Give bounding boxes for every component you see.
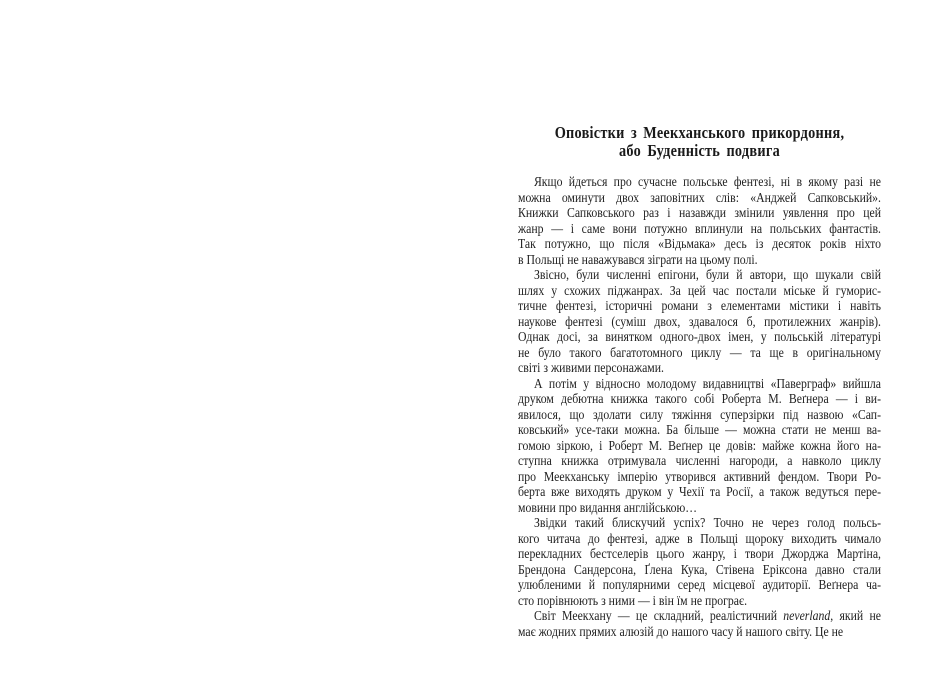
text-line: А потім у відносно молодому видавництві «Паверграф» вийшла xyxy=(533,376,882,392)
text-line: шлях у схожих піджанрах. За цей час постали міське й гуморис- xyxy=(518,283,882,299)
text-line: улюбленими й популярними серед місцевої аудиторії. Веґнера ча- xyxy=(518,578,882,593)
page-body xyxy=(518,175,881,640)
text-line: кого читача до фентезі, адже в Польщі щороку виходить чимало xyxy=(518,531,882,547)
text-line: Брендона Сандерсона, Ґлена Кука, Стівена Еріксона давно стали xyxy=(518,562,882,578)
text-line: явилося, що здолати силу тяжіння суперзірки під назвою «Сап- xyxy=(518,407,882,423)
text-line: Якщо йдеться про сучасне польське фентезі, ні в якому разі не xyxy=(533,175,882,190)
text-line: ступна книжка отримувала численні нагороди, а навколо циклу xyxy=(518,454,882,469)
text-line: Звідки такий блискучий успіх? Точно не через голод польсь- xyxy=(533,516,882,531)
text-line: має жодних прямих алюзій до нашого часу й нашого світу. Це не xyxy=(518,624,844,640)
text-line: не було такого багатотомного циклу — та ще в оригінальному xyxy=(518,345,882,361)
text-line: ковський» усе-таки можна. Ба більше — можна стати не менш ва- xyxy=(518,423,882,438)
text-line: жанр — і саме вони потужно вплинули на польських фантастів. xyxy=(518,221,882,237)
chapter-title xyxy=(518,124,881,159)
text-line: Світ Меекхану — це складний, реалістичний neverland, який не xyxy=(533,609,882,624)
text-line: перекладних бестселерів цього жанру, і твори Джорджа Мартіна, xyxy=(518,547,882,562)
text-line: Так потужно, що після «Відьмака» десь із десяток років ніхто xyxy=(518,237,882,252)
text-line: Однак досі, за винятком одного-двох імен, у польській літературі xyxy=(518,330,882,345)
text-line: наукове фентезі (суміш двох, здавалося б, протилежних жанрів). xyxy=(518,314,882,330)
chapter-title-line-1: Оповістки з Меекханського прикордоння, xyxy=(554,123,845,142)
chapter-title-line-2: або Буденність подвига xyxy=(619,140,780,160)
text-line: берта вже виходять друком у Чехії та Росії, а також ведуться пере- xyxy=(518,485,882,500)
text-line: друком дебютна книжка такого собі Роберта М. Веґнера — і ви- xyxy=(518,392,882,407)
text-line: сто порівнюють з ними — і він їм не програє. xyxy=(518,593,748,609)
text-line: гомою зіркою, і Роберт М. Веґнер це довів: майже кожна його на- xyxy=(518,438,882,454)
text-line: в Польщі не наважувався зіграти на цьому полі. xyxy=(518,252,758,268)
text-line: про Меекханську імперію утворився активний фендом. Твори Ро- xyxy=(518,469,882,485)
text-line: світі з живими персонажами. xyxy=(518,361,665,376)
text-line: Звісно, були численні епігони, були й автори, що шукали свій xyxy=(533,268,882,283)
text-column xyxy=(518,124,881,640)
text-line: можна оминути двох заповітних слів: «Анджей Сапковський». xyxy=(518,190,882,206)
text-line: Книжки Сапковського раз і назавжди змінили уявлення про цей xyxy=(518,206,882,221)
text-line: тичне фентезі, історичні романи з елементами містики і навіть xyxy=(518,299,882,314)
italic-term: neverland xyxy=(783,609,831,624)
text-line: мовини про видання англійською… xyxy=(518,500,698,516)
